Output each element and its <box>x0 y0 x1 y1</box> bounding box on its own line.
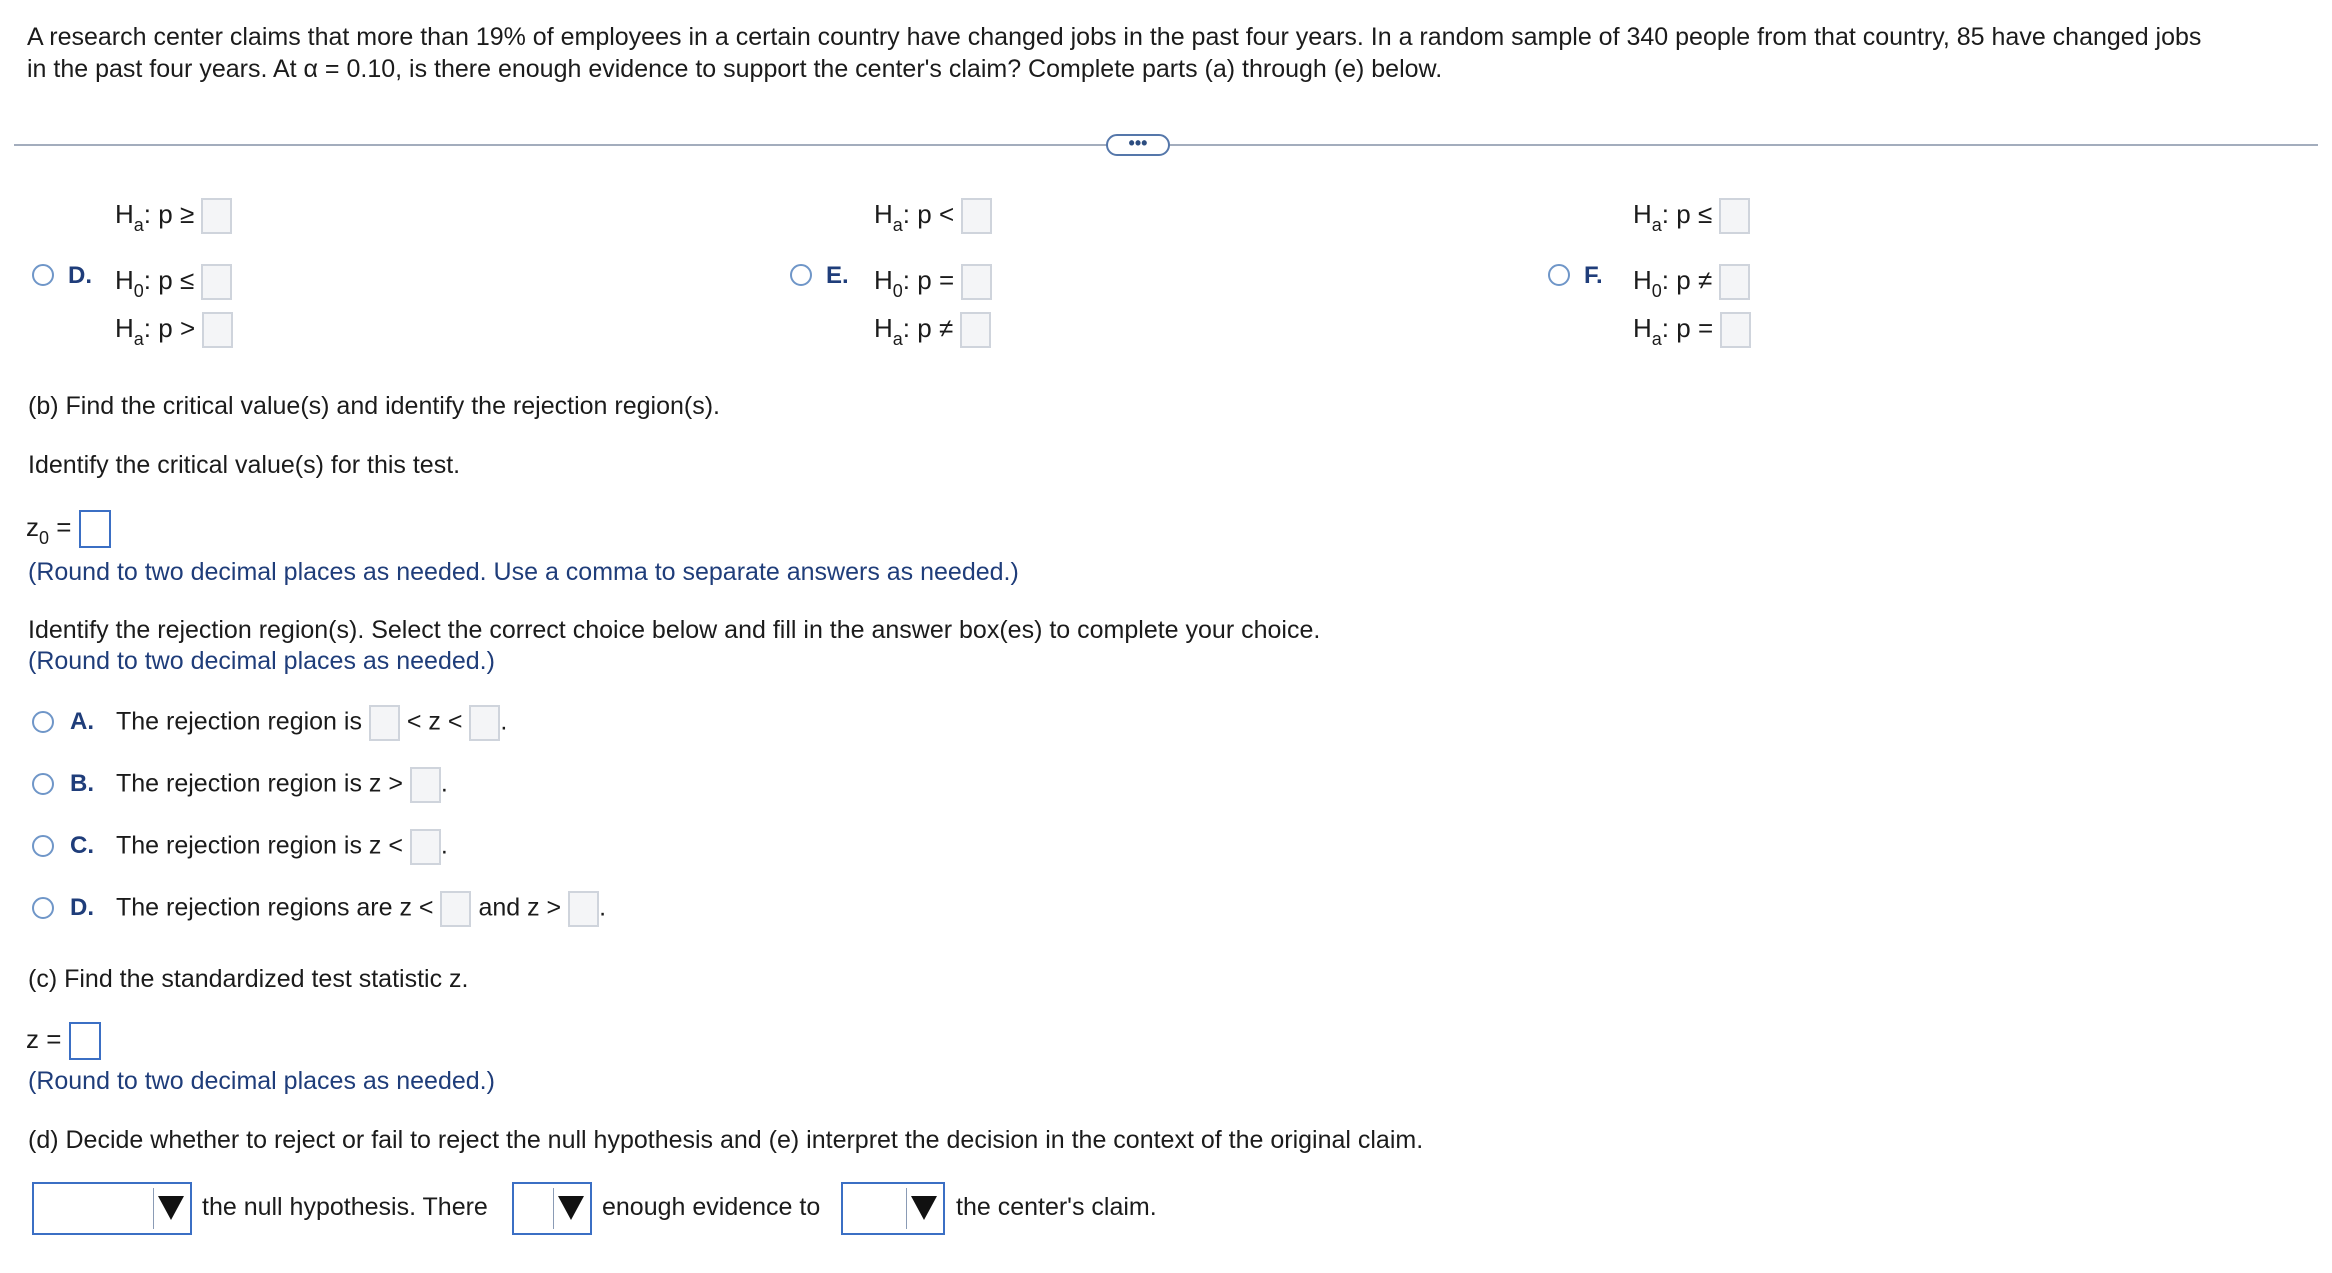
region-d-lower-box[interactable] <box>440 891 471 927</box>
option-d-h0: $H_0$: p ≤ <box>115 264 232 300</box>
part-c-heading: (c) Find the standardized test statistic z. <box>28 965 469 993</box>
option-e-h0: $H_0$: p = <box>874 264 992 300</box>
region-a-upper-box[interactable] <box>469 705 500 741</box>
radio-option-e[interactable] <box>790 264 812 286</box>
ha-top-c-box <box>201 198 232 234</box>
z0-row: $z_0$ = <box>26 510 111 548</box>
region-a-letter: A. <box>70 708 94 735</box>
radio-region-a[interactable] <box>32 711 54 733</box>
z0-label: z <box>26 511 39 542</box>
part-de-text-2: enough evidence to <box>602 1193 821 1221</box>
option-f-ha-box <box>1720 312 1751 348</box>
region-d-upper-box[interactable] <box>568 891 599 927</box>
option-f-h0-box <box>1719 264 1750 300</box>
region-b-letter: B. <box>70 770 94 797</box>
rejection-region-hint: (Round to two decimal places as needed.) <box>28 647 495 675</box>
claim-dropdown[interactable] <box>841 1182 945 1235</box>
radio-option-d[interactable] <box>32 264 54 286</box>
option-f-h0: $H_0$: p ≠ <box>1633 264 1750 300</box>
more-button[interactable]: ••• <box>1106 134 1170 156</box>
z-label: z = <box>26 1023 62 1054</box>
part-de-text-3: the center's claim. <box>956 1193 1157 1221</box>
part-de-heading: (d) Decide whether to reject or fail to reject the null hypothesis and (e) interpret the decision in the context of the original claim. <box>28 1126 1424 1154</box>
hypothesis-ha-top-d: $H_a$: p < <box>874 198 992 234</box>
option-e-h0-box <box>961 264 992 300</box>
ha-top-e-box <box>1719 198 1750 234</box>
option-f-letter: F. <box>1584 262 1603 289</box>
hypothesis-ha-top-e: $H_a$: p ≤ <box>1633 198 1750 234</box>
problem-line-2: in the past four years. At α = 0.10, is there enough evidence to support the center's claim? Complete parts (a) through (e) below. <box>27 55 1443 83</box>
region-a-row: The rejection region is < z < . <box>116 705 507 741</box>
option-d-letter: D. <box>68 262 92 289</box>
z0-input[interactable] <box>79 510 111 548</box>
radio-option-f[interactable] <box>1548 264 1570 286</box>
ha-top-d-box <box>961 198 992 234</box>
critical-value-hint: (Round to two decimal places as needed. Use a comma to separate answers as needed.) <box>28 558 1019 586</box>
critical-value-prompt: Identify the critical value(s) for this test. <box>28 451 461 479</box>
z-row <box>26 1022 101 1060</box>
option-e-letter: E. <box>826 262 849 289</box>
region-a-lower-box[interactable] <box>369 705 400 741</box>
ha-top-e-text: p ≤ <box>1676 198 1713 229</box>
region-c-box[interactable] <box>410 829 441 865</box>
radio-region-b[interactable] <box>32 773 54 795</box>
region-c-letter: C. <box>70 832 94 859</box>
dropdown-arrow-icon <box>158 1196 184 1220</box>
problem-line-1: A research center claims that more than 19% of employees in a certain country have changed jobs in the past four years. In a random sample of 340 people from that country, 85 have changed jobs <box>27 23 2202 51</box>
option-e-ha-box <box>960 312 991 348</box>
dropdown-arrow-icon <box>911 1196 937 1220</box>
dropdown-arrow-icon <box>558 1196 584 1220</box>
radio-region-c[interactable] <box>32 835 54 857</box>
radio-region-d[interactable] <box>32 897 54 919</box>
part-b-heading: (b) Find the critical value(s) and identify the rejection region(s). <box>28 392 720 420</box>
region-d-letter: D. <box>70 894 94 921</box>
part-c-hint: (Round to two decimal places as needed.) <box>28 1067 495 1095</box>
rejection-region-prompt: Identify the rejection region(s). Select the correct choice below and fill in the answer box(es) to complete your choice. <box>28 616 1321 644</box>
ha-top-d-text: p < <box>917 198 955 229</box>
option-d-ha: $H_a$: p > <box>115 312 233 348</box>
option-e-ha: $H_a$: p ≠ <box>874 312 991 348</box>
hypothesis-ha-top-c: $H_a$: p ≥ <box>115 198 232 234</box>
reject-decision-dropdown[interactable] <box>32 1182 192 1235</box>
part-de-text-1: the null hypothesis. There <box>202 1193 488 1221</box>
option-f-ha: $H_a$: p = <box>1633 312 1751 348</box>
option-d-ha-box <box>202 312 233 348</box>
region-d-row: The rejection regions are z < and z > . <box>116 891 606 927</box>
region-c-row: The rejection region is z < . <box>116 829 448 865</box>
z-input[interactable] <box>69 1022 101 1060</box>
region-b-row: The rejection region is z > . <box>116 767 448 803</box>
region-b-box[interactable] <box>410 767 441 803</box>
evidence-dropdown[interactable] <box>512 1182 592 1235</box>
ha-top-c-text: p ≥ <box>158 198 195 229</box>
option-d-h0-box <box>201 264 232 300</box>
